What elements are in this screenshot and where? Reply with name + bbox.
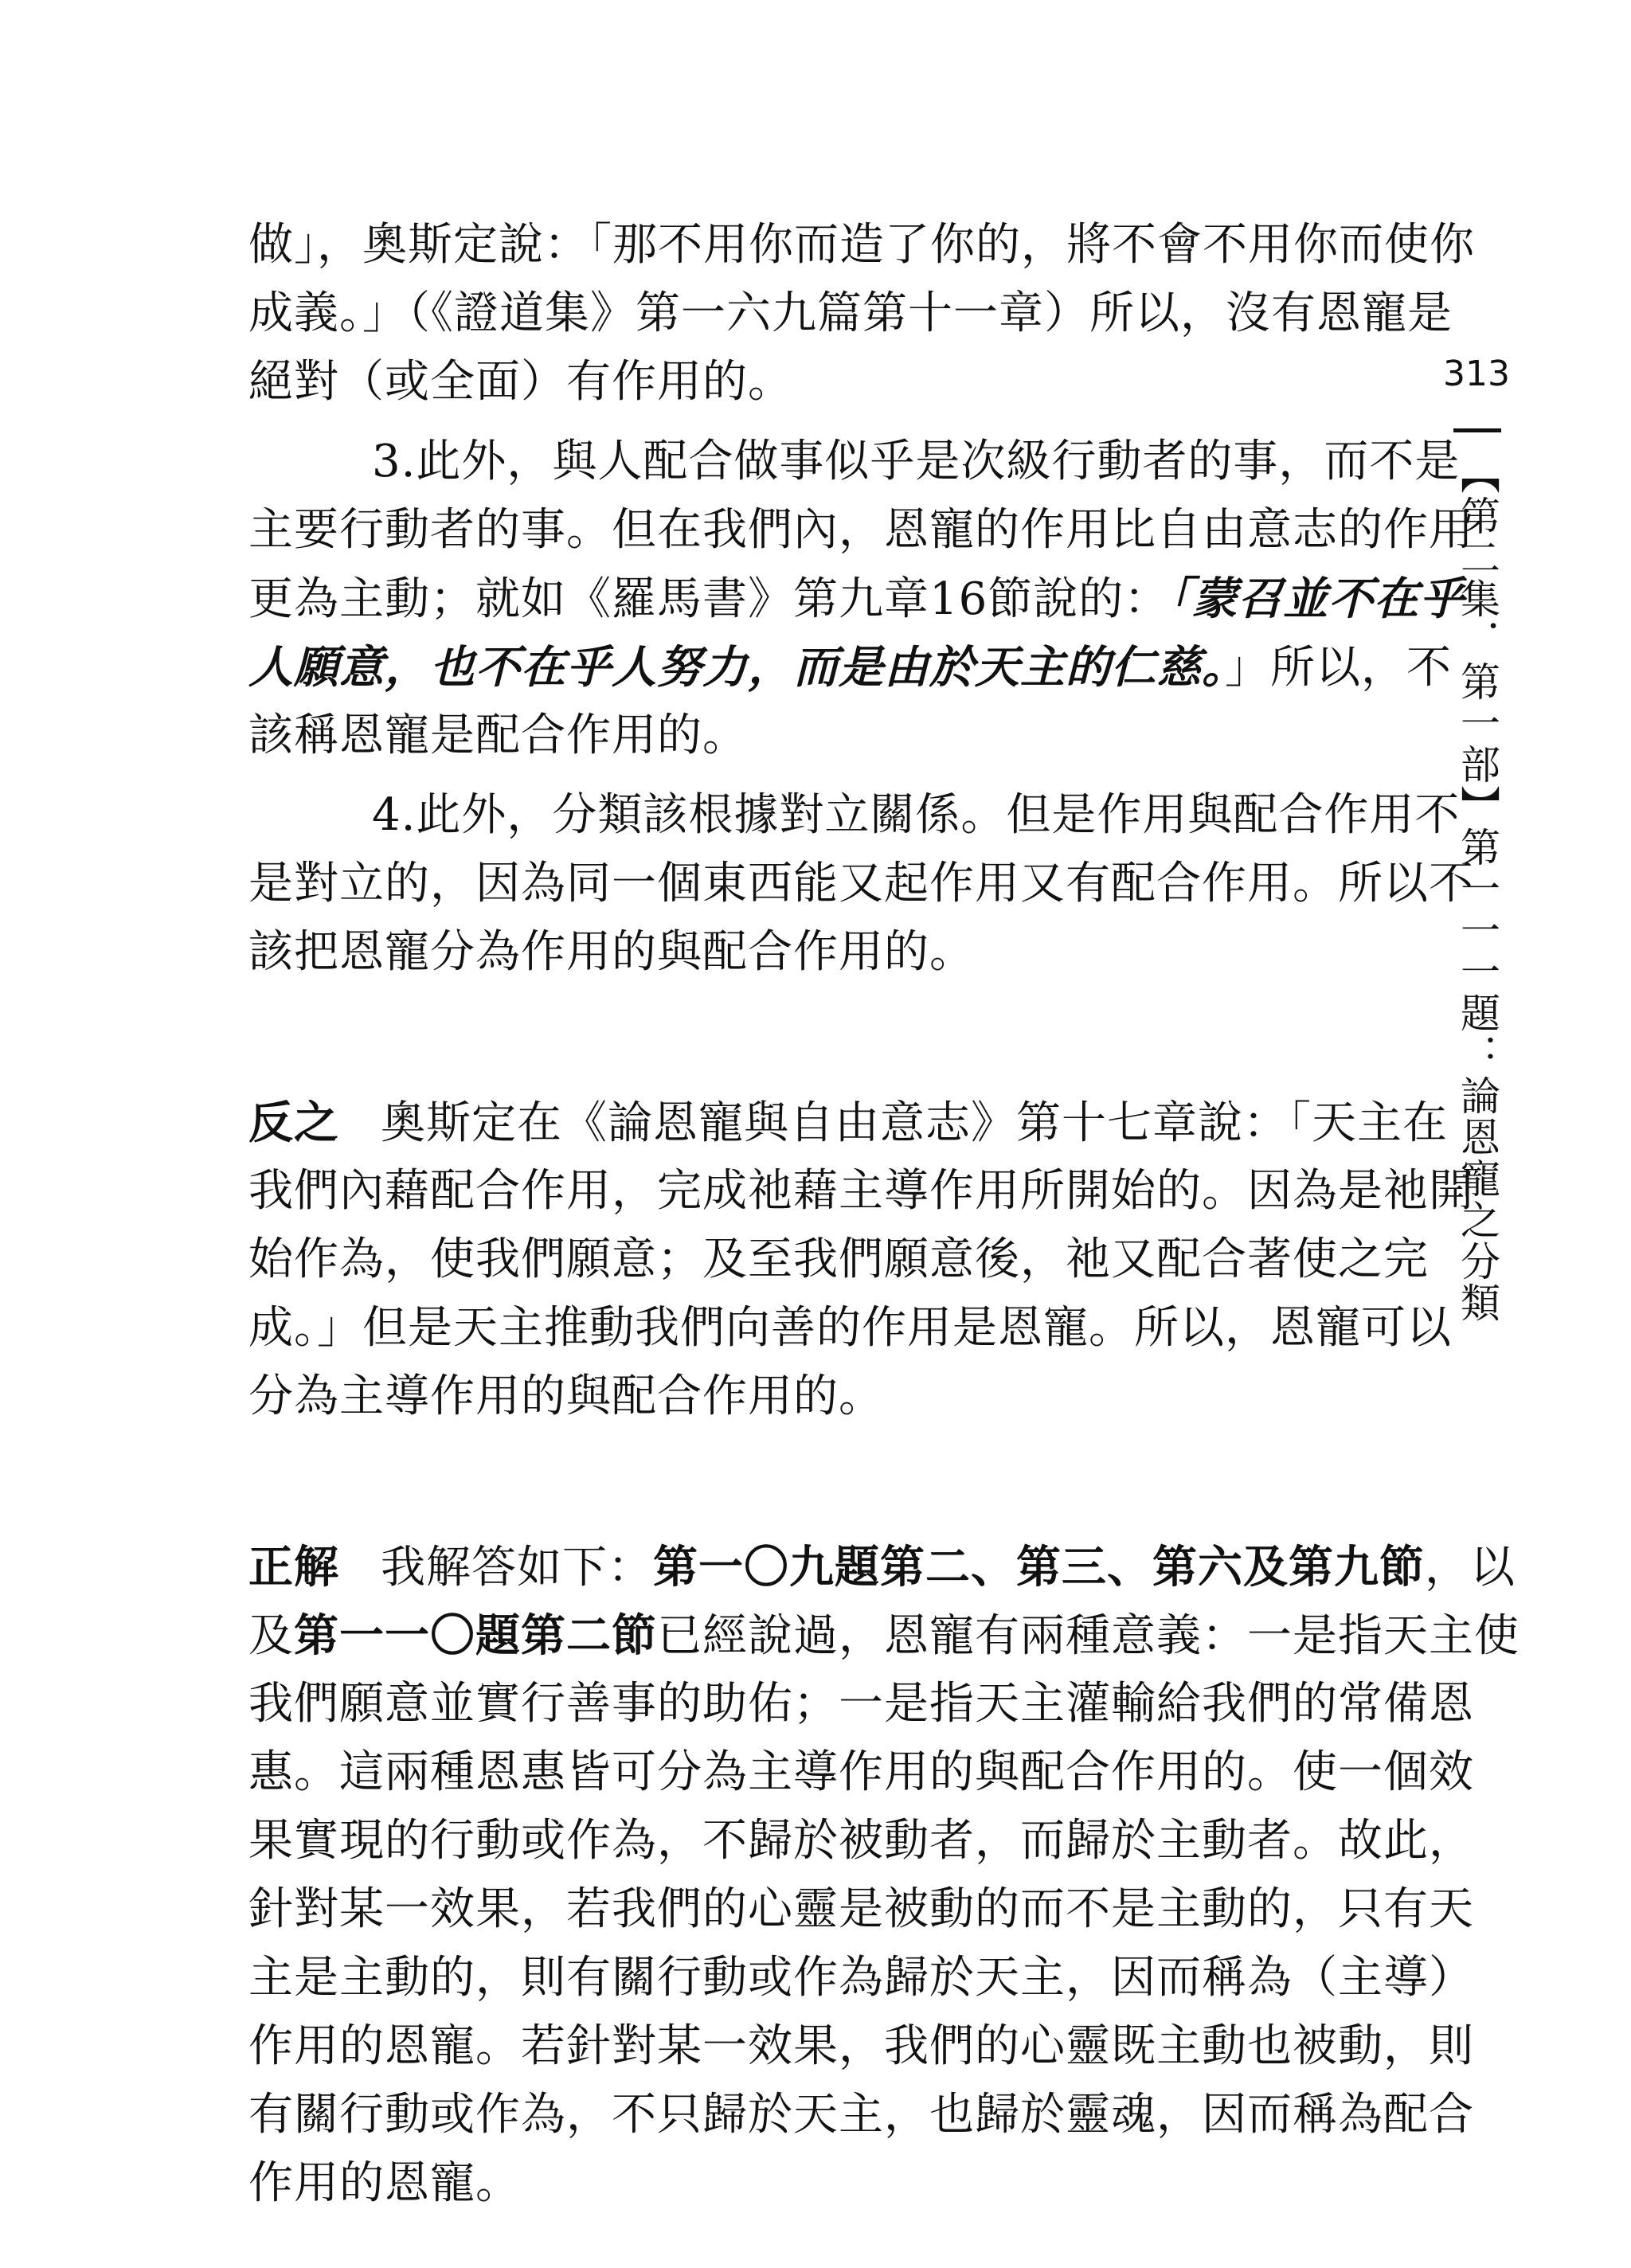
text-line: 針對某一效果，若我們的心靈是被動的而不是主動的，只有天 [248,1883,1474,1935]
text-line: 4.此外，分類該根據對立關係。但是作用與配合作用不 [372,789,1461,841]
text-segment: 我解答如下： [381,1542,653,1593]
paragraph-1 [248,211,1475,416]
text-segment: 更為主動；就如《羅馬書》第九章16節說的： [248,573,1170,625]
text-line: 成。」但是天主推動我們向善的作用是恩寵。所以，恩寵可以 [248,1302,1452,1354]
text-segment: 奧斯定在《論恩寵與自由意志》第十七章說：「天主在 [381,1097,1448,1149]
text-line: 有關行動或作為，不只歸於天主，也歸於靈魂，因而稱為配合 [248,2089,1474,2141]
text-line [248,633,1452,702]
paragraph-3 [248,781,1474,987]
text-line: 3.此外，與人配合做事似乎是次級行動者的事，而不是 [372,436,1461,487]
paragraph-sed-contra [248,1089,1474,1431]
paragraph-2 [248,428,1474,770]
text-line: 分為主導作用的與配合作用的。 [248,1371,884,1422]
scripture-quote: 人願意，也不在乎人努力，而是由於天主的仁慈。 [248,641,1225,694]
text-line: 成義。」（《證道集》第一六九篇第十一章）所以，沒有恩寵是 [248,287,1453,339]
section-label-respondeo: 正解 [248,1541,339,1593]
text-line: 始作為，使我們願意；及至我們願意後，祂又配合著使之完 [248,1234,1429,1285]
text-line: 做」，奧斯定說：「那不用你而造了你的，將不會不用你而使你 [248,219,1475,271]
text-line: 主是主動的，則有關行動或作為歸於天主，因而稱為（主導） [248,1952,1474,2004]
paragraph-respondeo [248,1533,1520,2218]
text-line: 該稱恩寵是配合作用的。 [248,710,748,761]
cross-reference: 第一〇九題第二、第三、第六及第九節 [653,1541,1425,1593]
running-header: 【第二集．第一部】第一一一題：論恩寵之分類 [1454,454,1500,1324]
text-line: 絕對（或全面）有作用的。 [248,356,793,408]
text-line: 我們內藉配合作用，完成祂藉主導作用所開始的。因為是祂開 [248,1165,1474,1217]
text-line: 該把恩寵分為作用的與配合作用的。 [248,926,975,978]
scripture-quote: 「蒙召並不在乎 [1169,573,1465,625]
text-line [248,1601,1520,1670]
text-line: 是對立的，因為同一個東西能又起作用又有配合作用。所以不 [248,858,1474,909]
header-rule [1453,428,1501,432]
page-number: 313 [1443,354,1510,394]
text-segment: 已經說過，恩寵有兩種意義：一是指天主使 [657,1610,1520,1662]
text-line: 惠。這兩種恩惠皆可分為主導作用的與配合作用的。使一個效 [248,1746,1474,1798]
text-line [248,1533,1516,1601]
text-line [248,1089,1448,1157]
text-line [248,565,1465,633]
text-line: 我們願意並實行善事的助佑；一是指天主灌輸給我們的常備恩 [248,1678,1474,1730]
text-segment: 」所以，不 [1225,642,1452,694]
text-segment: 及 [248,1610,294,1662]
cross-reference: 第一一〇題第二節 [294,1609,657,1662]
text-line: 作用的恩寵。 [248,2157,521,2209]
text-line: 主要行動者的事。但在我們內，恩寵的作用比自由意志的作用 [248,504,1474,556]
text-line: 作用的恩寵。若針對某一效果，我們的心靈既主動也被動，則 [248,2020,1474,2072]
section-label-sed-contra: 反之 [248,1097,339,1149]
text-line: 果實現的行動或作為，不歸於被動者，而歸於主動者。故此， [248,1815,1474,1867]
text-segment: ，以 [1425,1542,1516,1593]
